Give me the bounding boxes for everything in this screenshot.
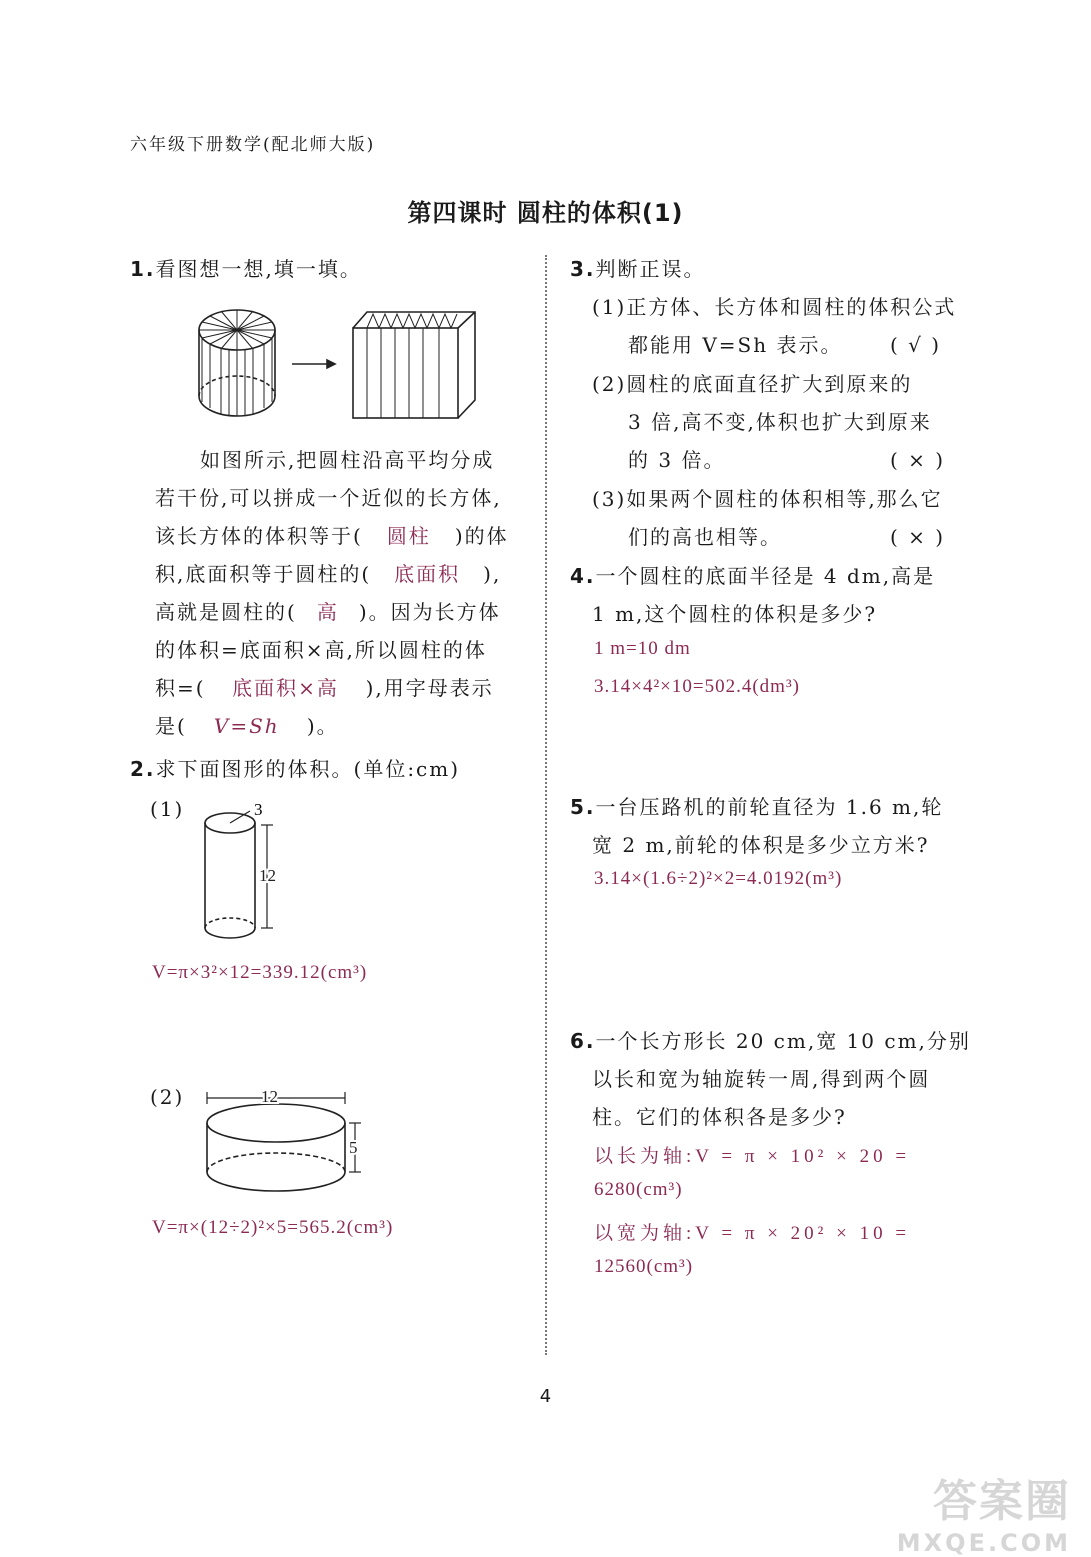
q6-answer-2a: 以宽为轴:V = π × 20² × 10 = [594, 1223, 911, 1244]
q1-blank-1: 圆柱 [386, 524, 431, 548]
q6-answer-2b: 12560(cm³) [594, 1256, 694, 1277]
q3-s3-line1: (3)如果两个圆柱的体积相等,那么它 [592, 487, 943, 511]
q1-line-8-a: 是( [155, 714, 187, 738]
q1-line-7-b: ),用字母表示 [365, 676, 494, 700]
q3-s2-line1: (2)圆柱的底面直径扩大到原来的 [592, 372, 913, 396]
radius-label: 3 [254, 800, 263, 819]
q1-number: 1. [130, 257, 156, 281]
q2-text: 求下面图形的体积。(单位:cm) [155, 757, 461, 781]
q3-s2-line2: 3 倍,高不变,体积也扩大到原来 [628, 410, 932, 434]
q6-answer-1b: 6280(cm³) [594, 1179, 683, 1200]
q1-prompt [130, 250, 362, 288]
q5-number: 5. [570, 795, 596, 819]
q1-text: 看图想一想,填一填。 [155, 257, 362, 281]
q3-s2-mark: ( × ) [890, 448, 946, 472]
q1-line-3-a: 该长方体的体积等于( [155, 524, 363, 548]
q6-line3: 柱。它们的体积各是多少? [592, 1105, 847, 1129]
q5-line1 [570, 788, 943, 826]
q3-text: 判断正误。 [595, 257, 706, 281]
q4-line2: 1 m,这个圆柱的体积是多少? [592, 602, 878, 626]
q1-blank-4: 底面积×高 [232, 676, 339, 700]
q5-text-1: 一台压路机的前轮直径为 1.6 m,轮 [595, 795, 944, 819]
watermark-line-1: 答案圈 [933, 1476, 1071, 1527]
q2-cylinder-1-figure [195, 795, 305, 950]
q6-text-1: 一个长方形长 20 cm,宽 10 cm,分别 [595, 1029, 971, 1053]
q1-line-4-a: 积,底面积等于圆柱的( [155, 562, 372, 586]
q3-s1-line1: (1)正方体、长方体和圆柱的体积公式 [592, 295, 957, 319]
q1-line-6: 的体积=底面积×高,所以圆柱的体 [155, 638, 487, 662]
q1-line-5-a: 高就是圆柱的( [155, 600, 297, 624]
diameter-label: 12 [261, 1087, 278, 1106]
q2-part2-answer: V=π×(12÷2)²×5=565.2(cm³) [152, 1217, 394, 1238]
q2-part1-label: (1) [150, 797, 185, 821]
q3-s2-line3: 的 3 倍。 [628, 448, 726, 472]
height-label-2: 5 [349, 1138, 358, 1157]
q1-line-2: 若干份,可以拼成一个近似的长方体, [155, 486, 502, 510]
q4-number: 4. [570, 564, 596, 588]
q1-line-5-b: )。因为长方体 [358, 600, 501, 624]
approximate-cuboid-figure [353, 312, 475, 418]
q3-number: 3. [570, 257, 596, 281]
q3-s3-line2: 们的高也相等。 [628, 525, 782, 549]
q6-number: 6. [570, 1029, 596, 1053]
watermark-line-2: MXQE.COM [896, 1529, 1071, 1557]
q1-line-7 [155, 669, 494, 707]
q1-line-3 [155, 517, 509, 555]
q1-line-8 [155, 707, 339, 745]
column-divider [545, 255, 547, 1355]
q1-blank-2: 底面积 [394, 562, 461, 586]
q1-line-4 [155, 555, 501, 593]
q3-s1-line2: 都能用 V=Sh 表示。 [628, 333, 843, 357]
book-header: 六年级下册数学(配北师大版) [130, 135, 376, 155]
q1-line-5 [155, 593, 501, 631]
q5-answer: 3.14×(1.6÷2)²×2=4.0192(m³) [594, 868, 843, 889]
q6-answer-1a: 以长为轴:V = π × 10² × 20 = [594, 1146, 911, 1167]
q1-line-8-b: )。 [306, 714, 339, 738]
q1-line-7-a: 积=( [155, 676, 206, 700]
page-number: 4 [539, 1386, 552, 1407]
q4-answer-2: 3.14×4²×10=502.4(dm³) [594, 676, 800, 697]
q2-cylinder-2-figure [195, 1080, 385, 1205]
q3-prompt [570, 250, 706, 288]
q2-number: 2. [130, 757, 156, 781]
q2-part1-answer: V=π×3²×12=339.12(cm³) [152, 962, 368, 983]
q4-line1 [570, 557, 935, 595]
transform-arrow [292, 360, 335, 368]
q6-line1 [570, 1022, 971, 1060]
q1-line-3-b: )的体 [454, 524, 509, 548]
q2-part2-label: (2) [150, 1085, 185, 1109]
q6-line2: 以长和宽为轴旋转一周,得到两个圆 [592, 1067, 931, 1091]
q4-text-1: 一个圆柱的底面半径是 4 dm,高是 [595, 564, 936, 588]
q1-blank-3: 高 [316, 600, 339, 624]
q1-diagram [195, 300, 495, 425]
sliced-cylinder-figure [199, 310, 275, 416]
height-label: 12 [259, 866, 276, 885]
q1-line-4-b: ), [483, 562, 502, 586]
q1-line-1: 如图所示,把圆柱沿高平均分成 [200, 448, 495, 472]
q1-blank-5: V=Sh [213, 714, 280, 738]
q2-prompt [130, 750, 460, 788]
q3-s3-mark: ( × ) [890, 525, 946, 549]
q5-line2: 宽 2 m,前轮的体积是多少立方米? [592, 833, 930, 857]
q3-s1-mark: ( √ ) [890, 333, 942, 357]
site-watermark [897, 1465, 1071, 1557]
lesson-title: 第四课时 圆柱的体积(1) [407, 199, 684, 227]
q4-answer-1: 1 m=10 dm [594, 638, 691, 659]
